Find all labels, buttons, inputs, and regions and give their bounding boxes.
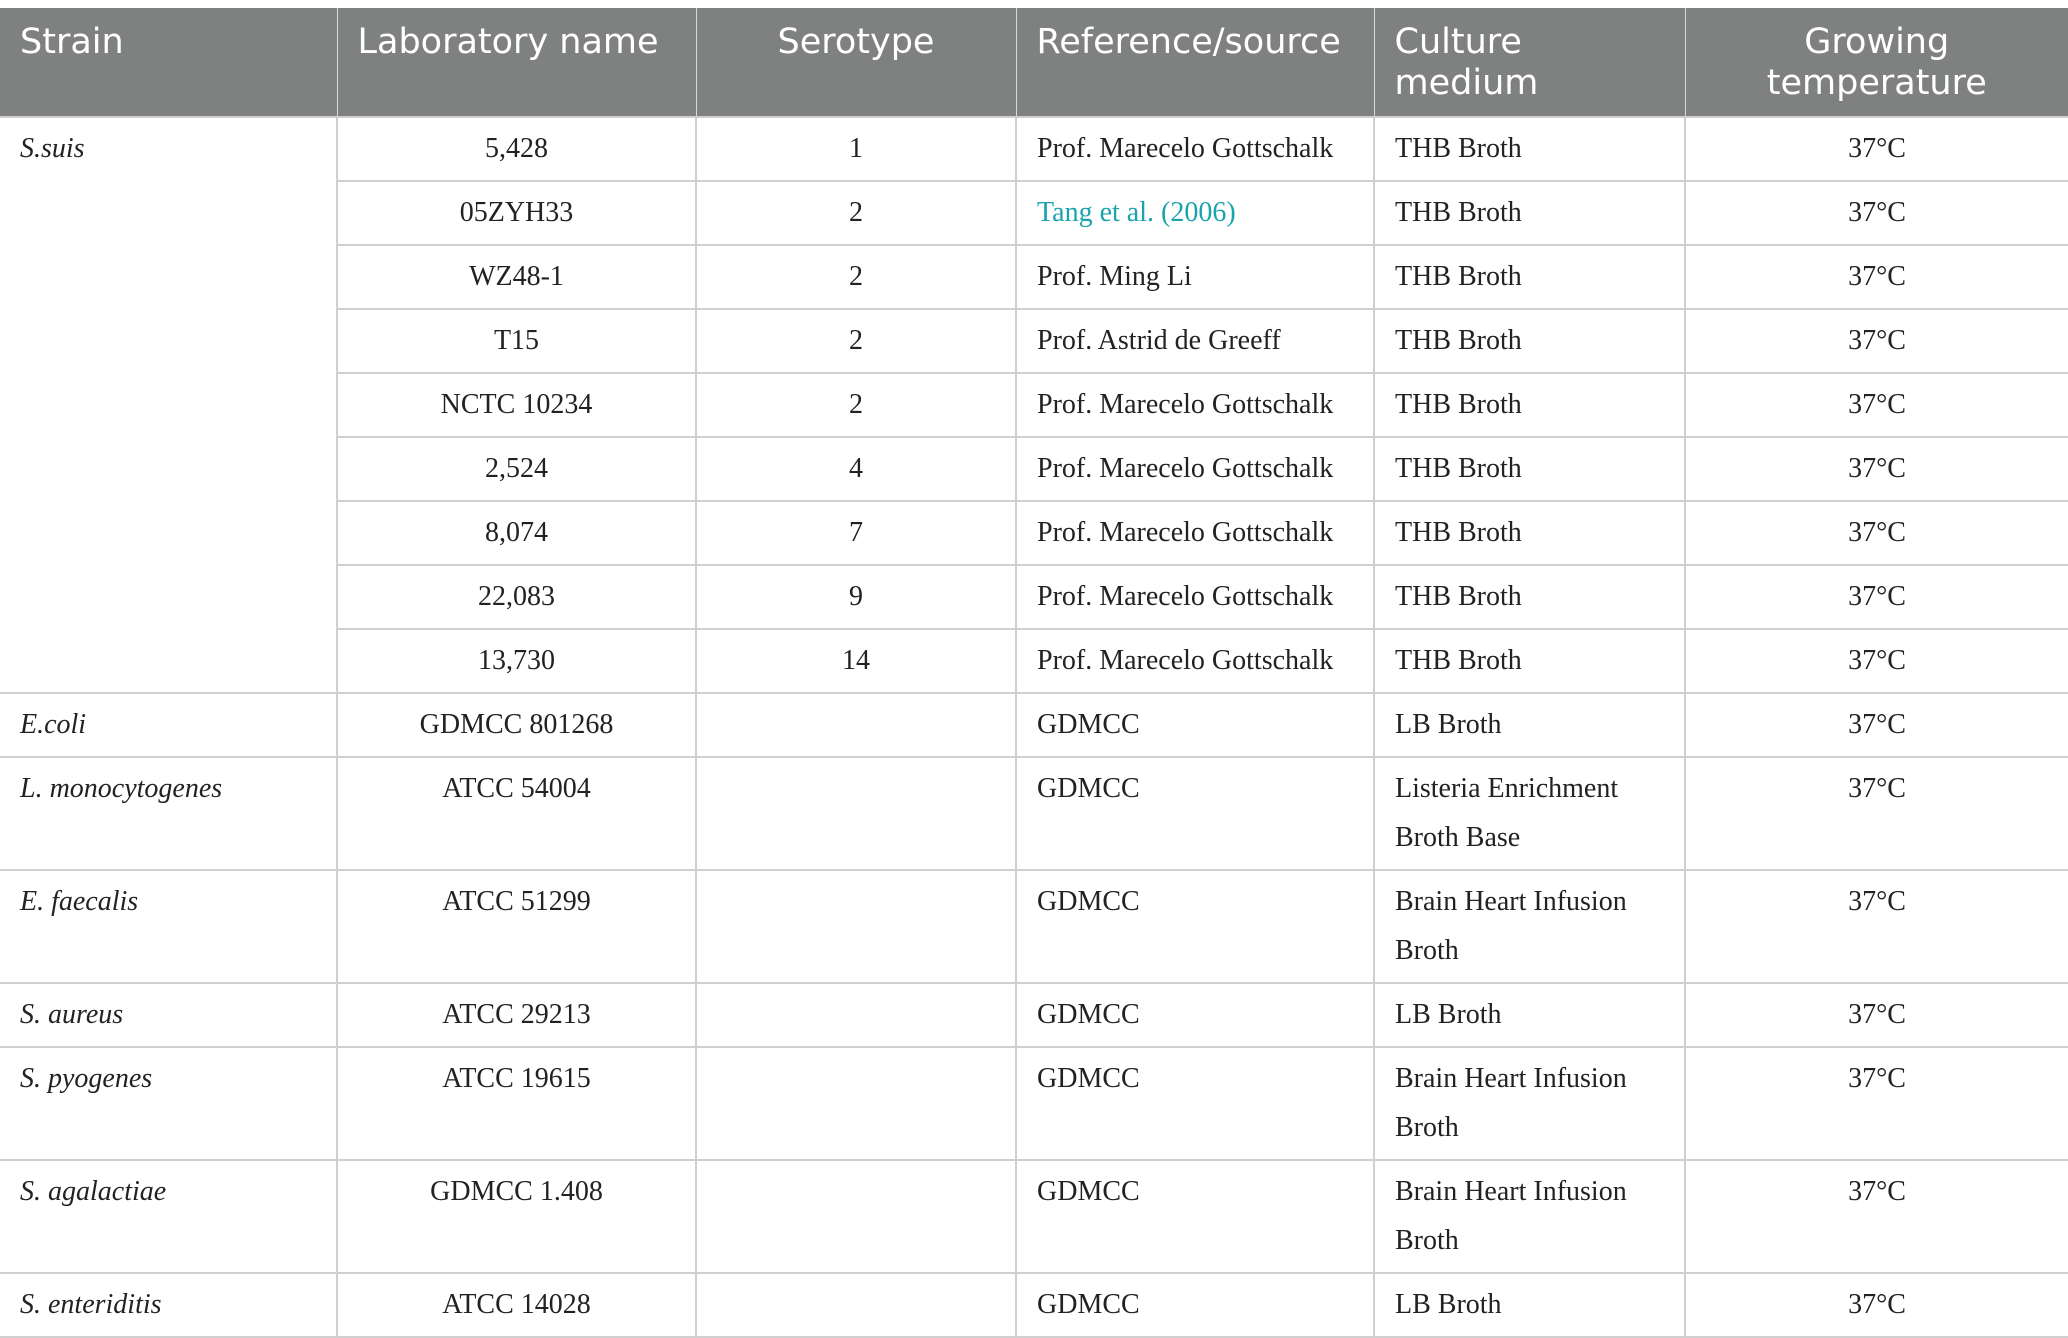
culture-medium-cell: Brain Heart Infusion Broth — [1374, 1047, 1685, 1160]
laboratory-name-cell: 22,083 — [337, 565, 696, 629]
laboratory-name-cell: ATCC 19615 — [337, 1047, 696, 1160]
growing-temperature-cell: 37°C — [1685, 1160, 2068, 1273]
strain-table — [0, 8, 2068, 1338]
table-row — [0, 870, 2068, 983]
serotype-cell: 4 — [696, 437, 1016, 501]
serotype-cell — [696, 1160, 1016, 1273]
table-row — [0, 1160, 2068, 1273]
reference-cell: Prof. Ming Li — [1016, 245, 1374, 309]
growing-temperature-cell: 37°C — [1685, 309, 2068, 373]
reference-cell: Prof. Marecelo Gottschalk — [1016, 501, 1374, 565]
reference-cell: Prof. Marecelo Gottschalk — [1016, 117, 1374, 181]
serotype-cell — [696, 870, 1016, 983]
strain-cell: L. monocytogenes — [0, 757, 337, 870]
serotype-cell: 14 — [696, 629, 1016, 693]
growing-temperature-cell: 37°C — [1685, 565, 2068, 629]
reference-cell: GDMCC — [1016, 693, 1374, 757]
reference-cell: Prof. Marecelo Gottschalk — [1016, 373, 1374, 437]
growing-temperature-cell: 37°C — [1685, 1273, 2068, 1337]
strain-cell: S. pyogenes — [0, 1047, 337, 1160]
culture-medium-cell: THB Broth — [1374, 373, 1685, 437]
culture-medium-cell: LB Broth — [1374, 1273, 1685, 1337]
reference-cell: GDMCC — [1016, 757, 1374, 870]
culture-medium-cell: Brain Heart Infusion Broth — [1374, 870, 1685, 983]
serotype-cell: 2 — [696, 181, 1016, 245]
laboratory-name-cell: ATCC 51299 — [337, 870, 696, 983]
serotype-cell — [696, 1273, 1016, 1337]
reference-cell: GDMCC — [1016, 983, 1374, 1047]
culture-medium-cell: THB Broth — [1374, 181, 1685, 245]
serotype-cell: 9 — [696, 565, 1016, 629]
laboratory-name-cell: T15 — [337, 309, 696, 373]
column-header-reference-source: Reference/source — [1016, 8, 1374, 117]
growing-temperature-cell: 37°C — [1685, 629, 2068, 693]
growing-temperature-cell: 37°C — [1685, 373, 2068, 437]
column-header-laboratory-name: Laboratory name — [337, 8, 696, 117]
strain-cell: S. aureus — [0, 983, 337, 1047]
culture-medium-cell: LB Broth — [1374, 983, 1685, 1047]
culture-medium-cell: LB Broth — [1374, 693, 1685, 757]
culture-medium-cell: THB Broth — [1374, 565, 1685, 629]
reference-cell: GDMCC — [1016, 870, 1374, 983]
growing-temperature-cell: 37°C — [1685, 757, 2068, 870]
strain-cell: S. agalactiae — [0, 1160, 337, 1273]
culture-medium-cell: Listeria Enrichment Broth Base — [1374, 757, 1685, 870]
growing-temperature-cell: 37°C — [1685, 437, 2068, 501]
growing-temperature-cell: 37°C — [1685, 1047, 2068, 1160]
laboratory-name-cell: 05ZYH33 — [337, 181, 696, 245]
reference-cell: GDMCC — [1016, 1047, 1374, 1160]
strain-cell: E.coli — [0, 693, 337, 757]
growing-temperature-cell: 37°C — [1685, 983, 2068, 1047]
culture-medium-cell: Brain Heart Infusion Broth — [1374, 1160, 1685, 1273]
laboratory-name-cell: 13,730 — [337, 629, 696, 693]
laboratory-name-cell: 5,428 — [337, 117, 696, 181]
table-row — [0, 757, 2068, 870]
laboratory-name-cell: ATCC 14028 — [337, 1273, 696, 1337]
column-header-serotype: Serotype — [696, 8, 1016, 117]
reference-cell: GDMCC — [1016, 1160, 1374, 1273]
table-row — [0, 1273, 2068, 1337]
growing-temperature-cell: 37°C — [1685, 693, 2068, 757]
culture-medium-cell: THB Broth — [1374, 309, 1685, 373]
laboratory-name-cell: WZ48-1 — [337, 245, 696, 309]
culture-medium-cell: THB Broth — [1374, 437, 1685, 501]
culture-medium-cell: THB Broth — [1374, 629, 1685, 693]
serotype-cell — [696, 693, 1016, 757]
laboratory-name-cell: ATCC 29213 — [337, 983, 696, 1047]
serotype-cell: 7 — [696, 501, 1016, 565]
table-row — [0, 1047, 2068, 1160]
growing-temperature-cell: 37°C — [1685, 501, 2068, 565]
strain-cell: S. enteriditis — [0, 1273, 337, 1337]
culture-medium-cell: THB Broth — [1374, 501, 1685, 565]
reference-cell: Prof. Astrid de Greeff — [1016, 309, 1374, 373]
reference-cell: Prof. Marecelo Gottschalk — [1016, 565, 1374, 629]
reference-cell: Prof. Marecelo Gottschalk — [1016, 437, 1374, 501]
serotype-cell: 1 — [696, 117, 1016, 181]
laboratory-name-cell: ATCC 54004 — [337, 757, 696, 870]
laboratory-name-cell: 8,074 — [337, 501, 696, 565]
strain-cell: S.suis — [0, 117, 337, 693]
serotype-cell — [696, 1047, 1016, 1160]
laboratory-name-cell: 2,524 — [337, 437, 696, 501]
reference-link[interactable]: Tang et al. (2006) — [1016, 181, 1374, 245]
serotype-cell: 2 — [696, 373, 1016, 437]
strain-table-container — [0, 8, 2068, 1338]
header-row — [0, 8, 2068, 117]
laboratory-name-cell: NCTC 10234 — [337, 373, 696, 437]
table-body — [0, 117, 2068, 1337]
column-header-culture-medium: Culture medium — [1374, 8, 1685, 117]
laboratory-name-cell: GDMCC 801268 — [337, 693, 696, 757]
table-row — [0, 983, 2068, 1047]
serotype-cell — [696, 983, 1016, 1047]
reference-cell: GDMCC — [1016, 1273, 1374, 1337]
serotype-cell — [696, 757, 1016, 870]
laboratory-name-cell: GDMCC 1.408 — [337, 1160, 696, 1273]
table-row — [0, 693, 2068, 757]
growing-temperature-cell: 37°C — [1685, 245, 2068, 309]
reference-cell: Prof. Marecelo Gottschalk — [1016, 629, 1374, 693]
culture-medium-cell: THB Broth — [1374, 117, 1685, 181]
culture-medium-cell: THB Broth — [1374, 245, 1685, 309]
strain-cell: E. faecalis — [0, 870, 337, 983]
table-row — [0, 117, 2068, 181]
column-header-growing-temperature: Growing temperature — [1685, 8, 2068, 117]
column-header-strain: Strain — [20, 22, 124, 62]
growing-temperature-cell: 37°C — [1685, 117, 2068, 181]
table-header — [0, 8, 2068, 117]
serotype-cell: 2 — [696, 309, 1016, 373]
serotype-cell: 2 — [696, 245, 1016, 309]
growing-temperature-cell: 37°C — [1685, 870, 2068, 983]
growing-temperature-cell: 37°C — [1685, 181, 2068, 245]
